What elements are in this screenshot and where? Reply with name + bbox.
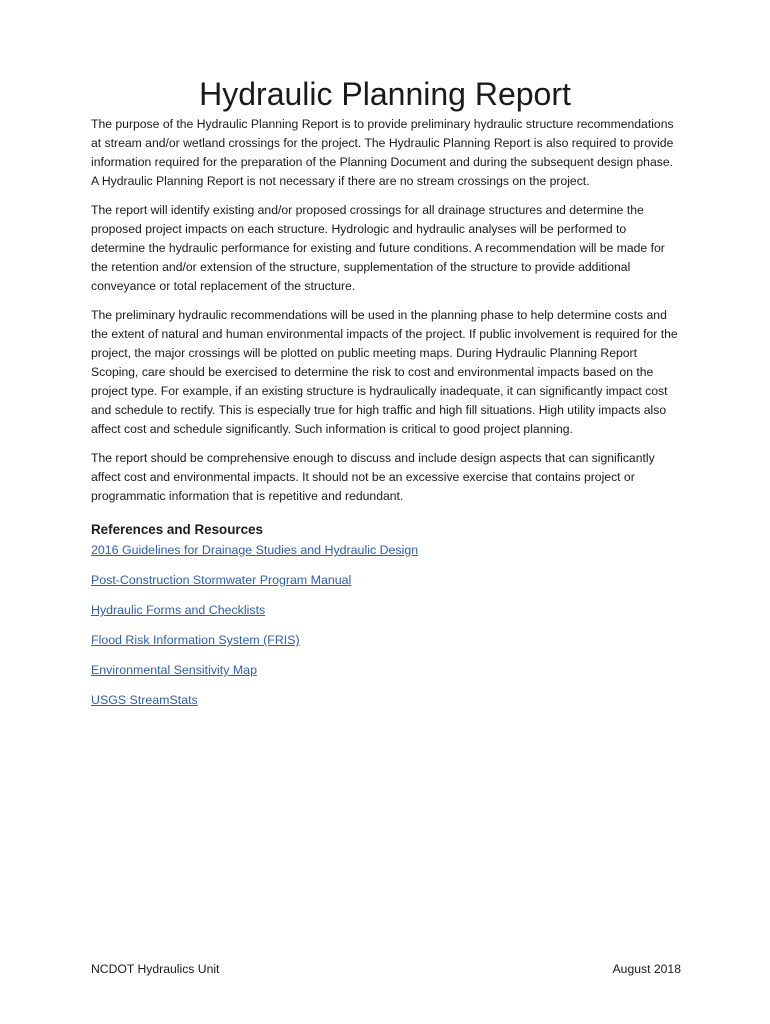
link-stormwater-manual[interactable]: Post-Construction Stormwater Program Manual (91, 573, 352, 587)
references-heading: References and Resources (91, 522, 263, 537)
list-item (91, 660, 681, 680)
paragraph-planning-use: The preliminary hydraulic recommendations will be used in the planning phase to help determine costs and the extent of natural and human environmental impacts of the project. If public involvement is required for the project, the major crossings will be plotted on public meeting maps. During Hydraulic Planning Report Scoping, care should be exercised to determine the risk to cost and environmental impacts based on the project type. For example, if an existing structure is hydraulically inadequate, it can significantly impact cost and schedule to rectify. This is especially true for high traffic and high fill situations. High utility impacts also affect cost and schedule significantly. Such information is critical to good project planning. (91, 308, 678, 436)
list-item (91, 540, 681, 560)
paragraph-purpose: The purpose of the Hydraulic Planning Report is to provide preliminary hydraulic structure recommendations at stream and/or wetland crossings for the project. The Hydraulic Planning Report is also required to provide information required for the preparation of the Planning Document and during the subsequent design phase. A Hydraulic Planning Report is not necessary if there are no stream crossings on the project. (91, 117, 674, 188)
link-environmental-map[interactable]: Environmental Sensitivity Map (91, 663, 257, 677)
link-drainage-guidelines[interactable]: 2016 Guidelines for Drainage Studies and Hydraulic Design (91, 543, 419, 557)
list-item (91, 690, 681, 710)
references-list (91, 540, 681, 710)
paragraph-report-scope: The report will identify existing and/or proposed crossings for all drainage structures and determine the proposed project impacts on each structure. Hydrologic and hydraulic analyses will be performed to determine the hydraulic performance for existing and future conditions. A recommendation will be made for the retention and/or extension of the structure, supplementation of the structure to provide additional conveyance or total replacement of the structure. (91, 203, 665, 293)
list-item (91, 630, 681, 650)
link-usgs-streamstats[interactable]: USGS StreamStats (91, 693, 198, 707)
list-item (91, 600, 681, 620)
footer-date: August 2018 (612, 962, 681, 976)
paragraph-comprehensiveness: The report should be comprehensive enough to discuss and include design aspects that can significantly affect cost and environmental impacts. It should not be an excessive exercise that contains project or programmatic information that is repetitive and redundant. (91, 451, 655, 503)
footer-organization: NCDOT Hydraulics Unit (91, 962, 220, 976)
list-item (91, 570, 681, 590)
page-title: Hydraulic Planning Report (199, 76, 571, 112)
document-body (91, 115, 681, 720)
link-hydraulic-forms[interactable]: Hydraulic Forms and Checklists (91, 603, 266, 617)
link-fris[interactable]: Flood Risk Information System (FRIS) (91, 633, 300, 647)
